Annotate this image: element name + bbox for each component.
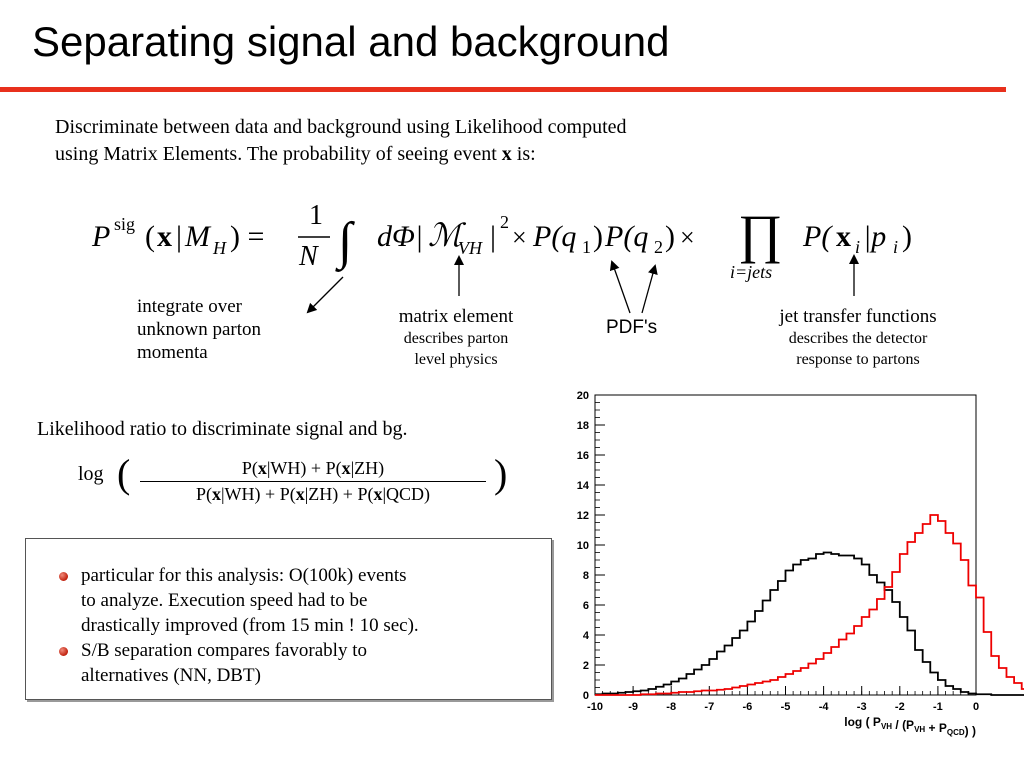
x-tick-label: -8 (666, 701, 677, 713)
den-x1: x (211, 484, 221, 504)
intro-line-1: Discriminate between data and background using Likelihood computed (55, 116, 627, 138)
den-a: P( (195, 484, 212, 504)
transfer-function-desc-2: response to partons (796, 351, 920, 368)
matrix-element-annotation (368, 305, 544, 370)
close-paren: ) (494, 451, 508, 496)
pdf-arrow-1 (612, 262, 630, 313)
matrix-element-desc-2: level physics (414, 351, 498, 368)
x-tick-label: 0 (972, 701, 980, 713)
eq-integral: ∫ (338, 213, 353, 270)
y-tick-label: 2 (582, 660, 589, 672)
eq-pi: |p (863, 220, 887, 253)
matrix-element-title: matrix element (398, 306, 514, 327)
y-tick-label: 10 (576, 540, 589, 552)
bullet-2-line-2: alternatives (NN, DBT) (81, 665, 261, 686)
y-tick-label: 18 (576, 420, 589, 432)
eq-xi-sub: i (855, 237, 861, 257)
ratio-numerator (140, 458, 486, 479)
eq-VH: VH (458, 238, 482, 258)
eq-M: M (185, 220, 210, 253)
x-tick-label: -10 (587, 701, 603, 713)
eq-xi: x (836, 220, 851, 253)
pdfs-label: PDF's (606, 317, 658, 338)
y-tick-label: 20 (576, 390, 589, 402)
integrate-annotation (137, 295, 261, 364)
x-tick-label: -5 (780, 701, 791, 713)
eq-abs-close: | (490, 220, 497, 253)
x-tick-label: -2 (894, 701, 905, 713)
intro-line-2-prefix: using Matrix Elements. The probability of seeing event (55, 143, 502, 165)
num-x2: x (341, 458, 351, 478)
eq-sub1: 1 (582, 237, 591, 257)
integrate-line-1: integrate over (137, 296, 242, 317)
integrate-line-3: momenta (137, 342, 208, 363)
eq-square: 2 (500, 212, 509, 232)
eq-Pxi: P( (803, 220, 832, 253)
x-axis-label (844, 715, 976, 738)
x-tick-label: -6 (742, 701, 753, 713)
eq-product-sub: i=jets (730, 262, 773, 282)
x-tick-label: -3 (856, 701, 867, 713)
den-g: |QCD) (382, 484, 431, 504)
x-axis-title: log ( $P_{VH} / (P_{VH} + P_{QCD})$ ) (844, 715, 976, 738)
x-tick-label: -4 (818, 701, 829, 713)
eq-sig: sig (114, 214, 136, 234)
eq-times-2: × (680, 223, 695, 252)
pdf-arrow-2 (642, 266, 655, 313)
integrate-line-2: unknown parton (137, 319, 262, 340)
eq-one: 1 (309, 200, 323, 231)
bullet-1-line-3: drastically improved (from 15 min ! 10 sec). (81, 615, 419, 636)
log-label: log (78, 463, 104, 485)
eq-close2: ) (665, 220, 675, 253)
den-c: |WH) + P( (220, 484, 296, 504)
bullet-icon (59, 572, 68, 581)
eq-product: ∏ (738, 204, 783, 264)
transfer-function-annotation (745, 305, 971, 370)
eq-bar: | (176, 220, 183, 253)
den-x2: x (295, 484, 305, 504)
x-tick-label: -1 (933, 701, 943, 713)
eq-calM: ℳ (428, 217, 463, 253)
y-tick-label: 8 (582, 570, 589, 582)
x-tick-label: -7 (704, 701, 715, 713)
transfer-function-title: jet transfer functions (779, 306, 937, 327)
eq-pi-sub: i (893, 237, 899, 257)
ratio-denominator (140, 484, 486, 505)
y-tick-label: 16 (576, 450, 589, 462)
discriminant-histogram (555, 383, 1024, 768)
eq-Pq1: P(q (533, 220, 577, 253)
y-tick-label: 14 (576, 480, 589, 492)
transfer-function-desc-1: describes the detector (788, 330, 928, 347)
eq-x: x (157, 220, 172, 253)
den-x3: x (373, 484, 383, 504)
eq-dphi: dΦ| (377, 220, 424, 253)
likelihood-ratio-title: Likelihood ratio to discriminate signal and bg. (37, 418, 408, 440)
y-tick-label: 6 (582, 600, 589, 612)
eq-H: H (213, 238, 226, 258)
open-paren: ( (117, 451, 131, 496)
bullet-1-line-2: to analyze. Execution speed had to be (81, 590, 368, 611)
eq-N: N (299, 241, 318, 272)
ratio-fraction-bar (140, 481, 486, 482)
matrix-element-desc-1: describes parton (403, 330, 509, 347)
y-tick-label: 4 (582, 630, 589, 642)
eq-close3: ) (902, 220, 912, 253)
den-e: |ZH) + P( (304, 484, 374, 504)
summary-box (25, 538, 552, 700)
y-tick-label: 0 (582, 690, 589, 702)
intro-line-2-suffix: is: (511, 143, 536, 165)
num-a: P( (241, 458, 258, 478)
bullet-item-2 (81, 638, 367, 688)
num-c: |WH) + P( (266, 458, 342, 478)
bullet-item-1 (81, 563, 419, 638)
eq-Pq2: P(q (605, 220, 649, 253)
integral-arrow (308, 277, 343, 312)
bullet-icon (59, 647, 68, 656)
slide-title: Separating signal and background (32, 18, 670, 65)
eq-open: ( (145, 220, 155, 253)
eq-close1: ) (593, 220, 603, 253)
eq-P: P (92, 220, 111, 253)
x-tick-label: -9 (628, 701, 638, 713)
y-tick-label: 12 (576, 510, 589, 522)
eq-sub2: 2 (654, 237, 663, 257)
intro-event-x: x (501, 143, 512, 165)
num-x1: x (257, 458, 267, 478)
num-e: |ZH) (350, 458, 385, 478)
eq-lhs-close: ) = (230, 220, 265, 253)
eq-times-1: × (512, 223, 527, 252)
bullet-2-line-1: S/B separation compares favorably to (81, 640, 367, 661)
bullet-1-line-1: particular for this analysis: O(100k) events (81, 565, 407, 586)
